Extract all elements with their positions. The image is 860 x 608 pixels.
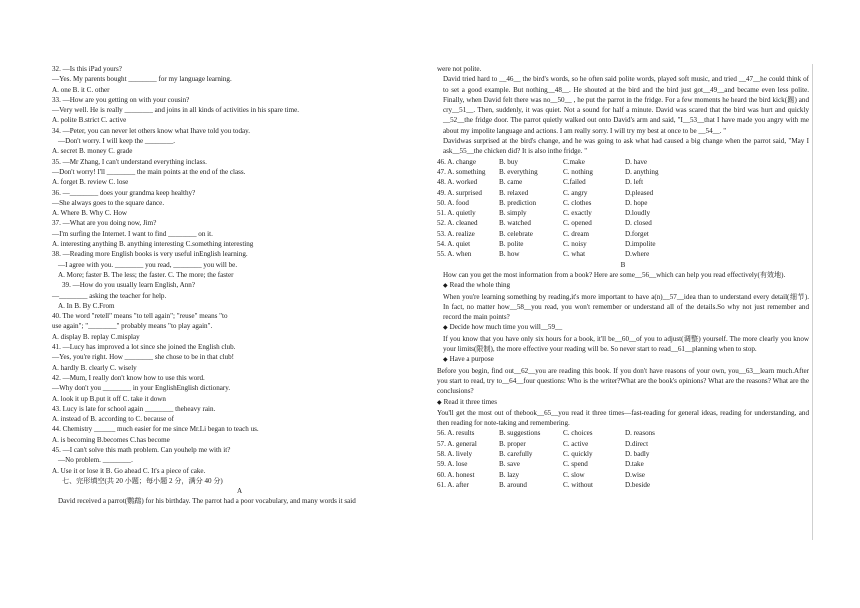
tip-paragraph-4: You'll get the most out of thebook__65__you read it three times—fast-reading for general ideas, reading for understanding, and then reading for note-taking and remembering. bbox=[437, 408, 809, 428]
option-row: 47. A. something B. everything C. nothing D. anything bbox=[437, 167, 659, 176]
options-35: A. forget B. review C. lose bbox=[52, 178, 129, 187]
tip-heading-4: ◆ Read it three times bbox=[437, 397, 809, 408]
passage-a-para3: Davidwas surprised at the bird's change, and he was going to ask what had caused a big change when the parrot said, "May I ask__55__the chicken did? It is also inthe fridge. " bbox=[443, 137, 809, 156]
question-43: 43. Lucy is late for school again ________ theheavy rain. bbox=[52, 404, 216, 413]
passage-a-label: A bbox=[236, 487, 243, 496]
answer-42: —Why don't you ________ in your EnglishEnglish dictionary. bbox=[52, 384, 231, 393]
answer-35: —Don't worry! I'll ________ the main points at the end of the class. bbox=[52, 167, 246, 176]
question-41: 41. —Lucy has improved a lot since she joined the English club. bbox=[52, 343, 236, 352]
diamond-bullet-icon bbox=[443, 355, 450, 363]
option-row: 48. A. worked B. came C.failed D. left bbox=[437, 178, 644, 187]
options-34: A. secret B. money C. grade bbox=[52, 147, 133, 156]
right-column bbox=[437, 64, 809, 490]
question-37: 37. —What are you doing now, Jim? bbox=[52, 219, 157, 228]
question-44: 44. Chemistry ______ much easier for me since Mr.Li began to teach us. bbox=[52, 425, 259, 434]
passage-a-start: David received a parrot(鹦鹉) for his birthday. The parrot had a poor vocabulary, and many words it said bbox=[58, 497, 356, 506]
options-33: A. polite B.strict C. active bbox=[52, 116, 127, 125]
tip-heading-2: ◆ Decide how much time you will__59__ bbox=[437, 322, 809, 333]
options-37: A. interesting anything B. anything interesting C.something interesting bbox=[52, 240, 254, 249]
options-42: A. look it up B.put it off C. take it down bbox=[52, 394, 166, 403]
option-row: 49. A. surprised B. relaxed C. angry D.pleased bbox=[437, 188, 654, 197]
options-b-list bbox=[437, 428, 809, 490]
passage-b-intro: How can you get the most information from a book? Here are some__56__which can help you read effectively(有效地). bbox=[443, 270, 786, 279]
tip-paragraph-2: If you know that you have only six hours for a book, it'll be__60__of you to adjust(调整) yourself. The more clearly you know your limits(限制), the more effective your reading will be. So never start to read__61__planning when to stop. bbox=[443, 334, 809, 354]
answer-39: —________ asking the teacher for help. bbox=[52, 291, 167, 300]
tip-heading-3: ◆ Have a purpose bbox=[437, 354, 809, 365]
option-row: 50. A. food B. prediction C. clothes D. hope bbox=[437, 198, 648, 207]
option-row: 54. A. quiet B. polite C. noisy D.impolite bbox=[437, 240, 656, 249]
options-a-list bbox=[437, 157, 809, 260]
answer-45: —No problem. ________. bbox=[58, 456, 133, 465]
answer-36: —She always goes to the square dance. bbox=[52, 198, 165, 207]
diamond-bullet-icon bbox=[437, 398, 444, 406]
answer-41: —Yes, you're right. How ________ she chose to be in that club! bbox=[52, 353, 235, 362]
option-row: 55. A. when B. how C. what D.where bbox=[437, 250, 650, 259]
section-7-heading: 七、完形填空(共 20 小题；每小题 2 分，满分 40 分) bbox=[62, 476, 223, 485]
option-row: 53. A. realize B. celebrate C. dream D.forget bbox=[437, 229, 649, 238]
option-row: 58. A. lively B. carefully C. quickly D. badly bbox=[437, 449, 650, 458]
question-40: 40. The word "retell" means "to tell again"; "reuse" means "to bbox=[52, 312, 228, 321]
option-row: 61. A. after B. around C. without D.beside bbox=[437, 480, 651, 489]
options-39: A. In B. By C.From bbox=[58, 301, 115, 310]
option-row: 52. A. cleaned B. watched C. opened D. closed bbox=[437, 219, 652, 228]
options-40: A. display B. replay C.misplay bbox=[52, 332, 140, 341]
passage-a-para2: David tried hard to __46__ the bird's words, so he often said polite words, played soft music, and tried __47__he could think of to set a good example. But nothing__48__. He shouted at the bird and the bird just got__49__and became even less polite. Finally, when David felt there was no__50__ , he put the parrot in the fridge. For a few moments he heard the bird kick(踢) and cry__51__. Then, suddenly, it was quiet. Not a sound for half a minute. David was scared that the bird was hurt and quickly __52__the fridge door. The parrot quietly walked out onto David's arm and said, "I__53__that I have made you angry with me about my impolite language and actions. I am really sorry. I will try my best at once to be __54__. " bbox=[443, 75, 809, 135]
answer-37: —I'm surfing the Internet. I want to find ________ on it. bbox=[52, 229, 213, 238]
option-row: 57. A. general B. proper C. active D.direct bbox=[437, 439, 649, 448]
diamond-bullet-icon bbox=[443, 281, 450, 289]
options-45: A. Use it or lose it B. Go ahead C. It's a piece of cake. bbox=[52, 466, 206, 475]
question-33: 33. —How are you getting on with your cousin? bbox=[52, 95, 190, 104]
question-32: 32. —Is this iPad yours? bbox=[52, 65, 122, 73]
option-row: 60. A. honest B. lazy C. slow D.wise bbox=[437, 470, 645, 479]
option-row: 56. A. results B. suggestions C. choices D. reasons bbox=[437, 429, 655, 438]
passage-b-label: B bbox=[620, 260, 626, 269]
answer-33: —Very well. He is really ________ and joins in all kinds of activities in his spare time. bbox=[52, 106, 300, 115]
passage-a-cont: were not polite. bbox=[437, 65, 482, 73]
options-32: A. one B. it C. other bbox=[52, 85, 110, 94]
diamond-bullet-icon bbox=[443, 323, 450, 331]
options-41: A. hardly B. clearly C. wisely bbox=[52, 363, 137, 372]
question-36: 36. —________ does your grandma keep healthy? bbox=[52, 188, 196, 197]
question-40-cont: use again"; "________" probably means "to play again". bbox=[52, 322, 213, 331]
options-36: A. Where B. Why C. How bbox=[52, 209, 128, 218]
answer-34: —Don't worry. I will keep the ________. bbox=[58, 137, 176, 146]
question-45: 45. —I can't solve this math problem. Can youhelp me with it? bbox=[52, 445, 231, 454]
option-row: 46. A. change B. buy C.make D. have bbox=[437, 157, 648, 166]
question-42: 42. —Mum, I really don't know how to use this word. bbox=[52, 373, 205, 382]
tip-heading-1: ◆ Read the whole thing bbox=[437, 280, 809, 291]
options-44: A. is becoming B.becomes C.has become bbox=[52, 435, 170, 444]
answer-32: —Yes. My parents bought ________ for my language learning. bbox=[52, 75, 232, 84]
option-row: 51. A. quietly B. simply C. exactly D.loudly bbox=[437, 209, 651, 218]
options-38: A. More; faster B. The less; the faster. C. The more; the faster bbox=[58, 270, 234, 279]
option-row: 59. A. lose B. save C. spend D.take bbox=[437, 460, 644, 469]
tip-paragraph-1: When you're learning something by reading,it's more important to have a(n)__57__idea than to understand every detail(细节). In fact, no matter how__58__you read, you won't remember or understand all of the details.So why not just remember and record the main points? bbox=[443, 292, 809, 322]
question-35: 35. —Mr Zhang, I can't understand everything inclass. bbox=[52, 157, 207, 166]
tip-paragraph-3: Before you begin, find out__62__you are reading this book. If you don't have reasons of your own, you__63__learn much.After you start to read, try to__64__four questions: Who is the writer?What are the book's opinions? What are the reasons? What are the conclusions? bbox=[437, 366, 809, 396]
question-39: 39. —How do you usually learn English, Ann? bbox=[62, 281, 195, 290]
answer-38: —I agree with you. ________ you read, ________ you will be. bbox=[58, 260, 238, 269]
question-38: 38. —Reading more English books is very useful inEnglish learning. bbox=[52, 250, 248, 259]
question-34: 34. —Peter, you can never let others know what Ihave told you today. bbox=[52, 126, 251, 135]
options-43: A. instead of B. according to C. because of bbox=[52, 415, 174, 424]
column-border bbox=[812, 64, 813, 540]
left-column bbox=[52, 64, 427, 507]
